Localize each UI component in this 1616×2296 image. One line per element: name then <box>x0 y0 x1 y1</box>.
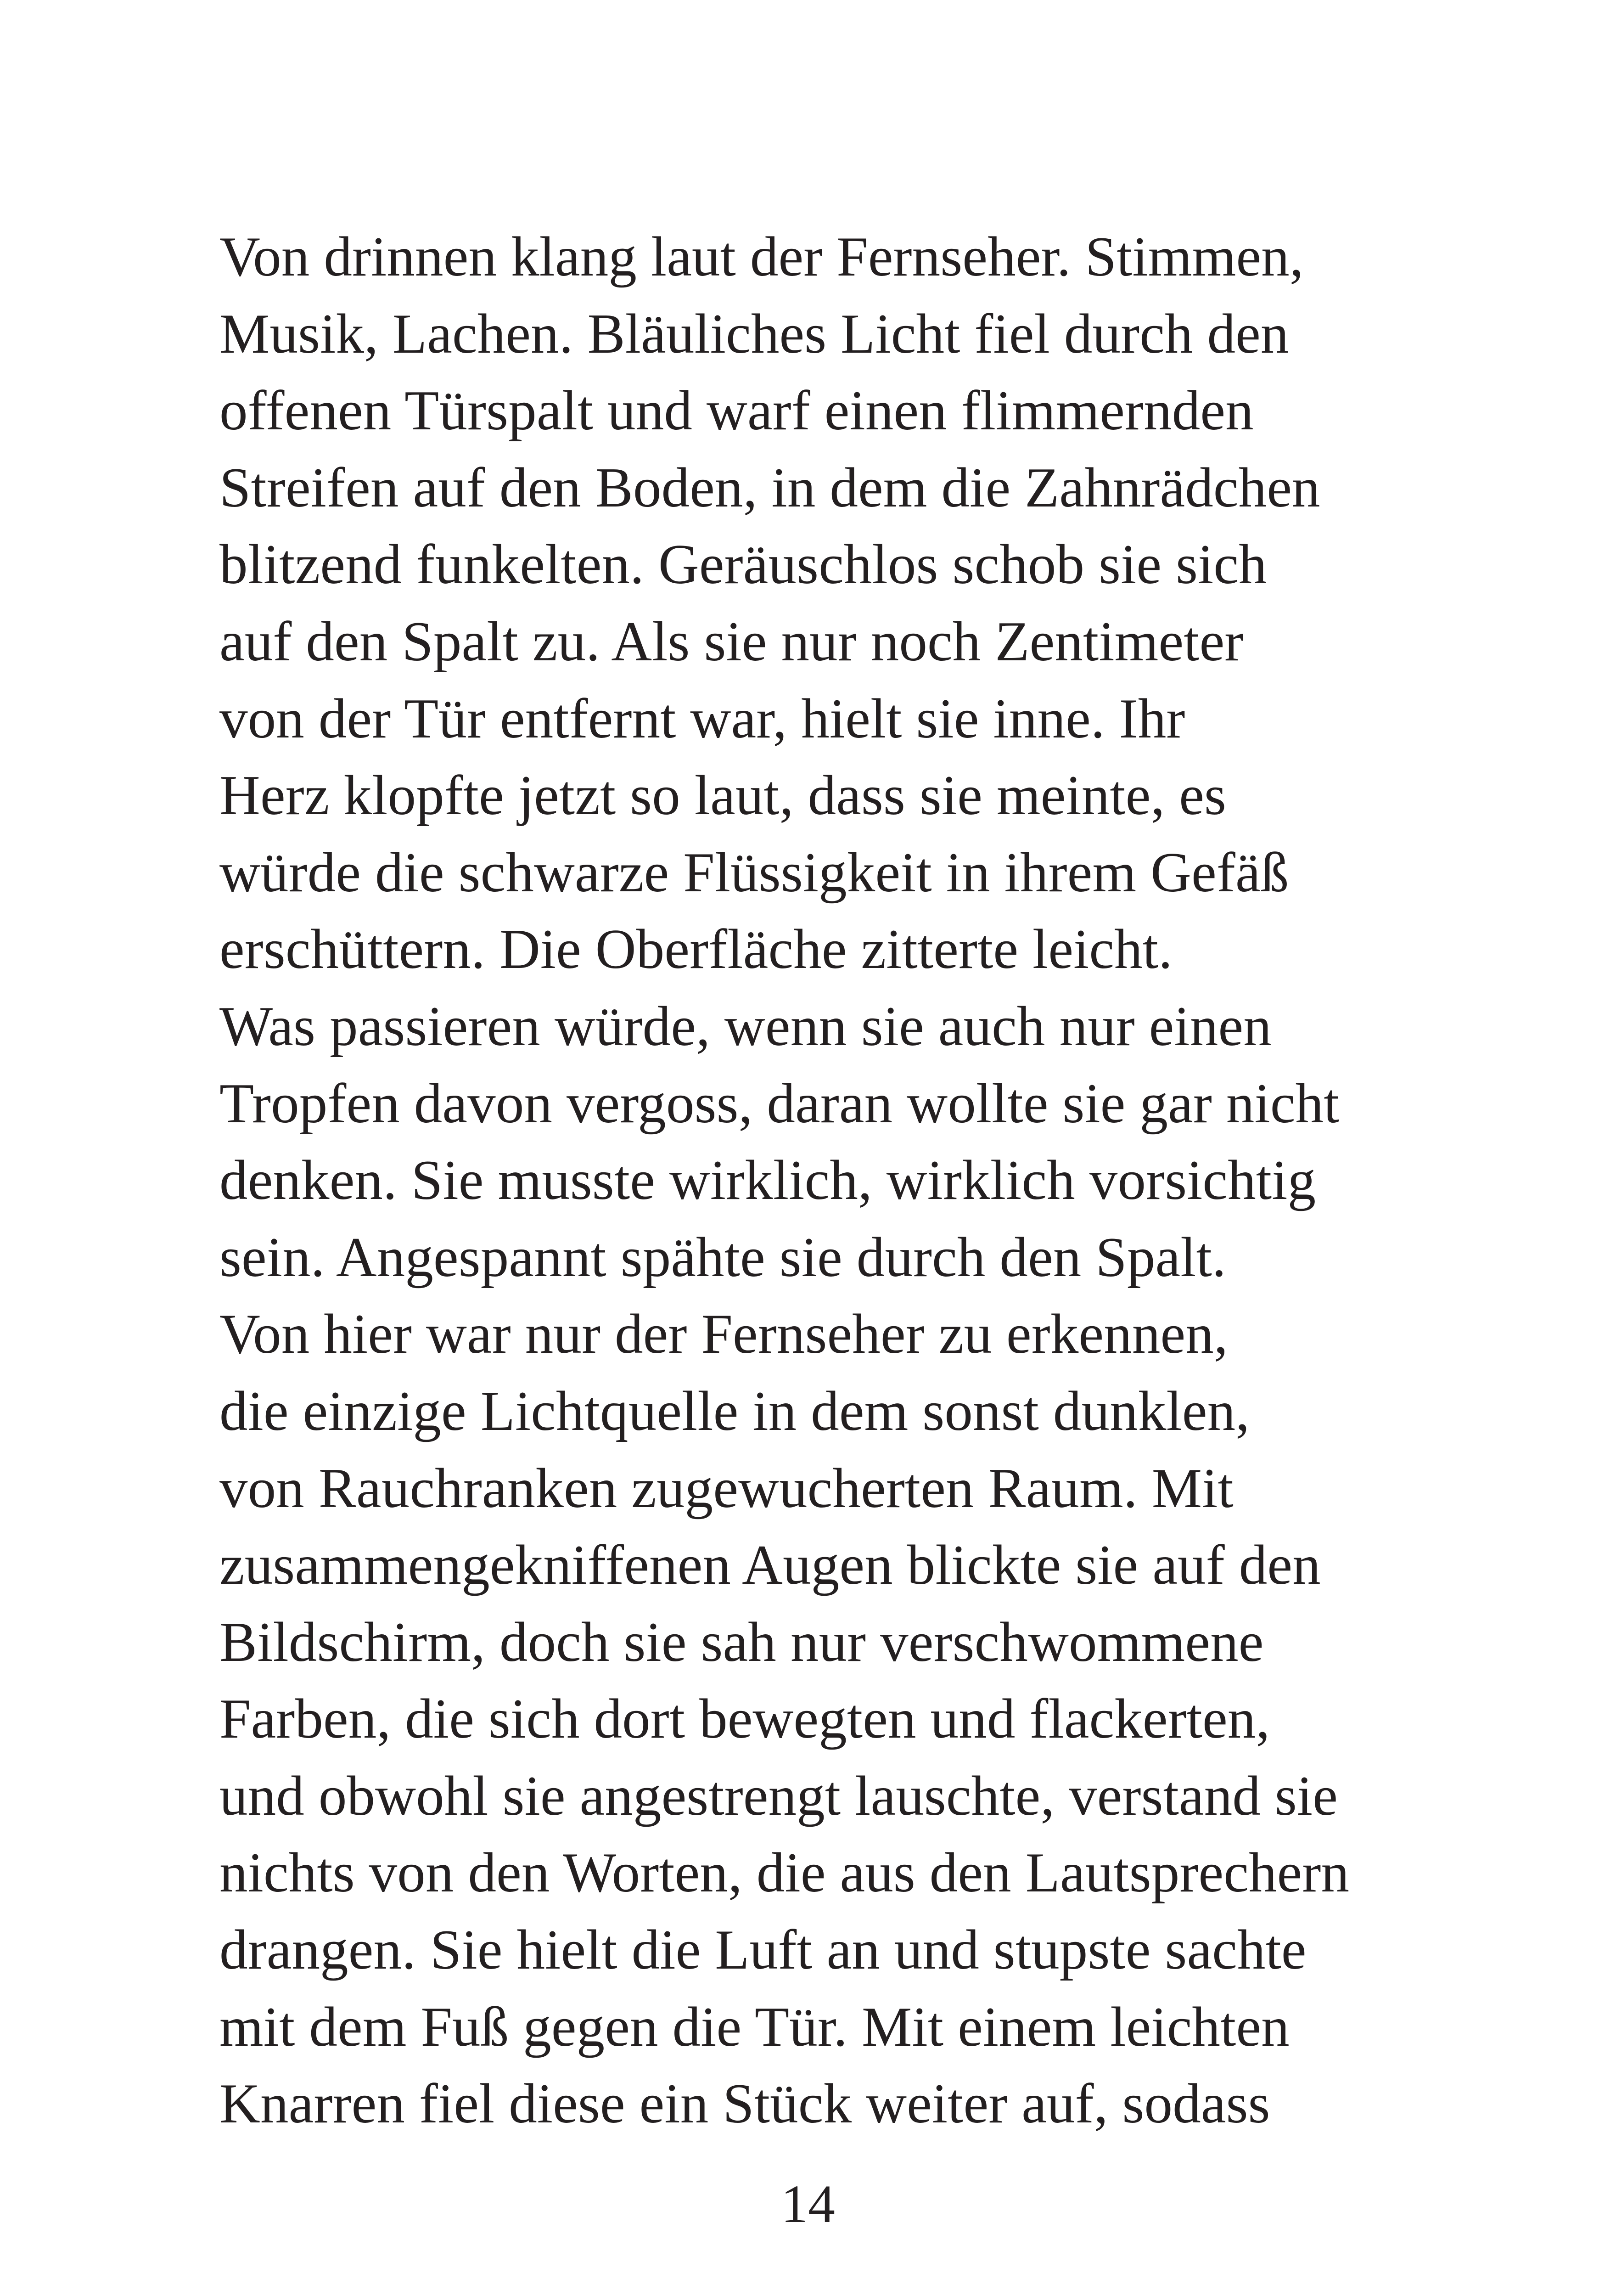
text-line: von Rauchranken zugewucherten Raum. Mit <box>219 1456 1234 1519</box>
text-line: mit dem Fuß gegen die Tür. Mit einem leichten <box>219 1995 1290 2058</box>
text-line: nichts von den Worten, die aus den Lautsprechern <box>219 1841 1350 1904</box>
text-line: auf den Spalt zu. Als sie nur noch Zentimeter <box>219 609 1244 673</box>
text-line: sein. Angespannt spähte sie durch den Spalt. <box>219 1225 1226 1289</box>
text-line: Herz klopfte jetzt so laut, dass sie meinte, es <box>219 764 1227 827</box>
text-line: Von hier war nur der Fernseher zu erkennen, <box>219 1302 1228 1366</box>
text-line: blitzend funkelten. Geräuschlos schob sie sich <box>219 533 1267 596</box>
text-line: Musik, Lachen. Bläuliches Licht fiel durch den <box>219 302 1289 365</box>
text-line: Bildschirm, doch sie sah nur verschwommene <box>219 1610 1264 1673</box>
text-line: drangen. Sie hielt die Luft an und stupste sachte <box>219 1918 1307 1981</box>
text-line: Was passieren würde, wenn sie auch nur einen <box>219 994 1272 1058</box>
text-line: Von drinnen klang laut der Fernseher. Stimmen, <box>219 225 1304 288</box>
text-line: offenen Türspalt und warf einen flimmernden <box>219 379 1254 442</box>
text-line: Farben, die sich dort bewegten und flackerten, <box>219 1687 1270 1750</box>
text-line: Tropfen davon vergoss, daran wollte sie gar nicht <box>219 1071 1340 1135</box>
text-line: erschüttern. Die Oberfläche zitterte leicht. <box>219 917 1173 981</box>
text-line: Streifen auf den Boden, in dem die Zahnrädchen <box>219 456 1320 519</box>
text-line: denken. Sie musste wirklich, wirklich vorsichtig <box>219 1148 1316 1212</box>
text-line: und obwohl sie angestrengt lauschte, verstand sie <box>219 1764 1338 1827</box>
text-line: von der Tür entfernt war, hielt sie inne. Ihr <box>219 687 1185 750</box>
text-line: die einzige Lichtquelle in dem sonst dunklen, <box>219 1379 1250 1442</box>
page-number: 14 <box>781 2174 835 2234</box>
text-line: Knarren fiel diese ein Stück weiter auf, sodass <box>219 2072 1270 2135</box>
text-line: würde die schwarze Flüssigkeit in ihrem Gefäß <box>219 840 1289 904</box>
text-line: zusammengekniffenen Augen blickte sie auf den <box>219 1533 1321 1597</box>
body-text <box>219 218 1349 2142</box>
